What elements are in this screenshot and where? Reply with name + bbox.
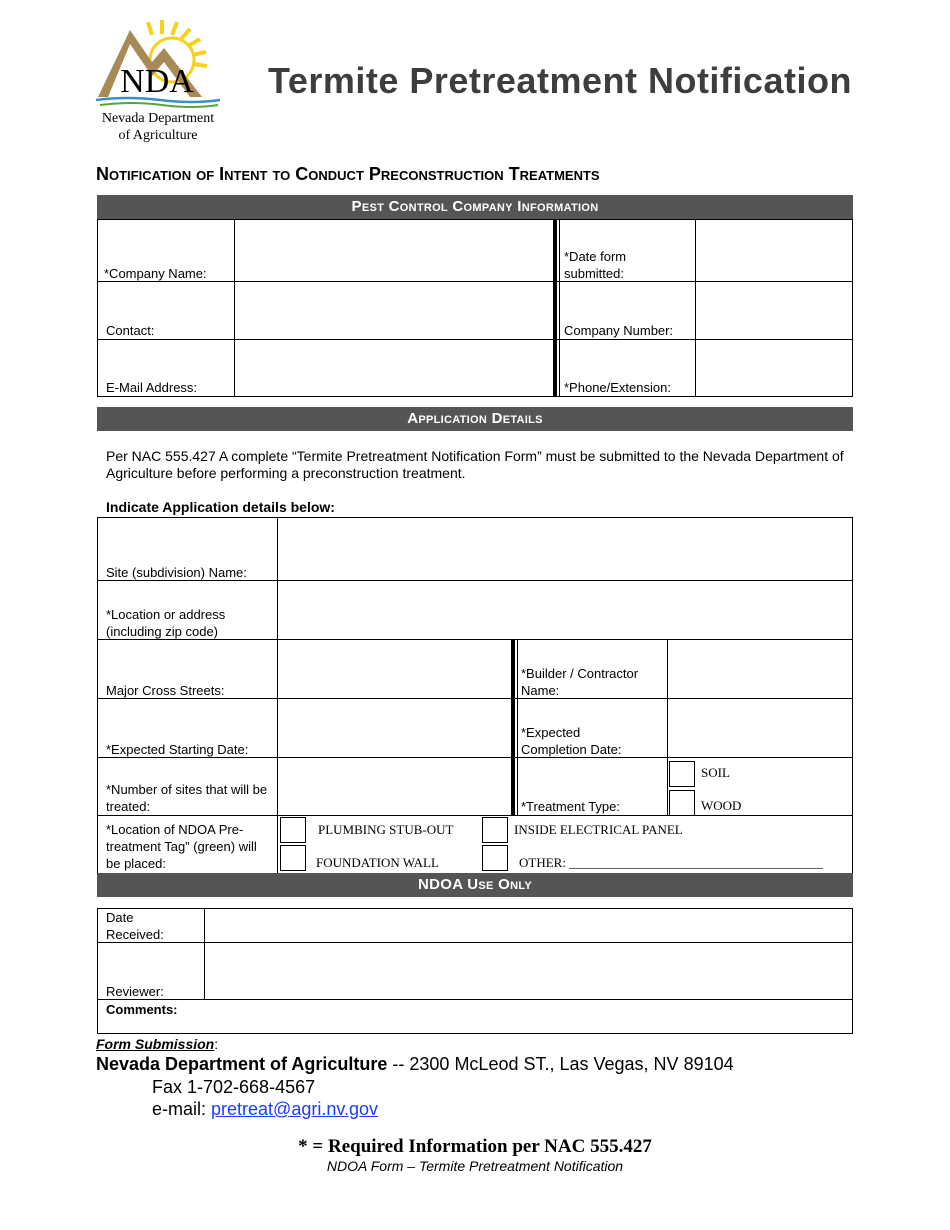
builder-label: *Builder / Contractor Name: xyxy=(521,666,639,698)
logo-abbr: NDA xyxy=(120,63,194,100)
intro-paragraph: Per NAC 555.427 A complete “Termite Pretreatment Notification Form” must be submitted to the Nevada Department of Agriculture before performing a preconstruction treatment. xyxy=(106,448,844,481)
company-number-label: Company Number: xyxy=(564,323,674,338)
builder-field[interactable] xyxy=(668,640,852,698)
details-heading: Indicate Application details below: xyxy=(106,499,335,515)
submission-colon: : xyxy=(214,1036,219,1052)
ndoa-section-bar: NDOA Use Only xyxy=(97,873,853,897)
treatment-type-label: *Treatment Type: xyxy=(521,799,620,814)
cross-streets-label: Major Cross Streets: xyxy=(106,683,225,698)
org-address: -- 2300 McLeod ST., Las Vegas, NV 89104 xyxy=(387,1054,734,1074)
plumbing-option-label: PLUMBING STUB-OUT xyxy=(318,822,454,837)
submission-label: Form Submission xyxy=(96,1036,215,1052)
contact-field[interactable] xyxy=(235,282,553,339)
submission-heading xyxy=(96,1036,218,1052)
water-icon xyxy=(96,98,220,102)
electrical-checkbox[interactable] xyxy=(482,817,508,843)
location-label: *Location or address (including zip code) xyxy=(106,607,226,639)
completion-date-label: *Expected Completion Date: xyxy=(521,725,622,757)
num-sites-label: *Number of sites that will be treated: xyxy=(106,782,268,814)
wood-checkbox[interactable] xyxy=(669,790,695,816)
other-checkbox[interactable] xyxy=(482,845,508,871)
email-prefix: e-mail: xyxy=(152,1099,212,1119)
application-section-bar: Application Details xyxy=(97,407,853,431)
logo-line2: of Agriculture xyxy=(118,128,198,143)
start-date-label: *Expected Starting Date: xyxy=(106,742,249,757)
location-field[interactable] xyxy=(278,581,852,639)
start-date-field[interactable] xyxy=(278,699,511,757)
required-note: * = Required Information per NAC 555.427 xyxy=(298,1136,652,1157)
nda-logo xyxy=(92,12,227,147)
wood-option-label: WOOD xyxy=(701,798,742,813)
reviewer-field[interactable] xyxy=(205,943,852,999)
reviewer-label: Reviewer: xyxy=(106,984,164,999)
soil-checkbox[interactable] xyxy=(669,761,695,787)
tag-location-label: *Location of NDOA Pre-treatment Tag” (green) will be placed: xyxy=(106,822,257,871)
email-field[interactable] xyxy=(235,340,553,396)
company-section-bar: Pest Control Company Information xyxy=(97,195,853,219)
phone-field[interactable] xyxy=(696,340,852,396)
date-received-label: Date Received: xyxy=(106,910,164,942)
completion-date-field[interactable] xyxy=(668,699,852,757)
company-number-field[interactable] xyxy=(696,282,852,339)
company-name-label: *Company Name: xyxy=(104,266,207,281)
form-footer: NDOA Form – Termite Pretreatment Notification xyxy=(326,1158,624,1174)
fax-line: Fax 1-702-668-4567 xyxy=(152,1077,316,1097)
address-line xyxy=(96,1054,734,1075)
logo-line1: Nevada Department xyxy=(101,111,215,126)
other-option-label[interactable]: OTHER: _______________________________________ xyxy=(519,855,823,870)
num-sites-field[interactable] xyxy=(278,758,511,815)
site-name-field[interactable] xyxy=(278,518,852,580)
form-subtitle: Notification of Intent to Conduct Preconstruction Treatments xyxy=(96,164,600,184)
email-link[interactable]: pretreat@agri.nv.gov xyxy=(211,1099,379,1119)
date-received-field[interactable] xyxy=(205,909,852,942)
electrical-option-label: INSIDE ELECTRICAL PANEL xyxy=(514,822,683,837)
contact-label: Contact: xyxy=(106,323,155,338)
foundation-option-label: FOUNDATION WALL xyxy=(316,855,439,870)
org-name: Nevada Department of Agriculture xyxy=(96,1054,388,1074)
plumbing-checkbox[interactable] xyxy=(280,817,306,843)
email-line xyxy=(152,1099,378,1120)
cross-streets-field[interactable] xyxy=(278,640,511,698)
foundation-checkbox[interactable] xyxy=(280,845,306,871)
grass-icon xyxy=(100,103,218,107)
phone-label: *Phone/Extension: xyxy=(564,380,671,395)
site-name-label: Site (subdivision) Name: xyxy=(106,565,247,580)
email-label: E-Mail Address: xyxy=(106,380,198,395)
date-submitted-field[interactable] xyxy=(696,220,852,281)
comments-label: Comments: xyxy=(106,1002,178,1017)
page-title: Termite Pretreatment Notification xyxy=(268,60,852,101)
date-submitted-label: *Date form submitted: xyxy=(564,249,627,281)
comments-field[interactable] xyxy=(98,1018,852,1033)
soil-option-label: SOIL xyxy=(701,765,730,780)
company-name-field[interactable] xyxy=(235,220,553,281)
